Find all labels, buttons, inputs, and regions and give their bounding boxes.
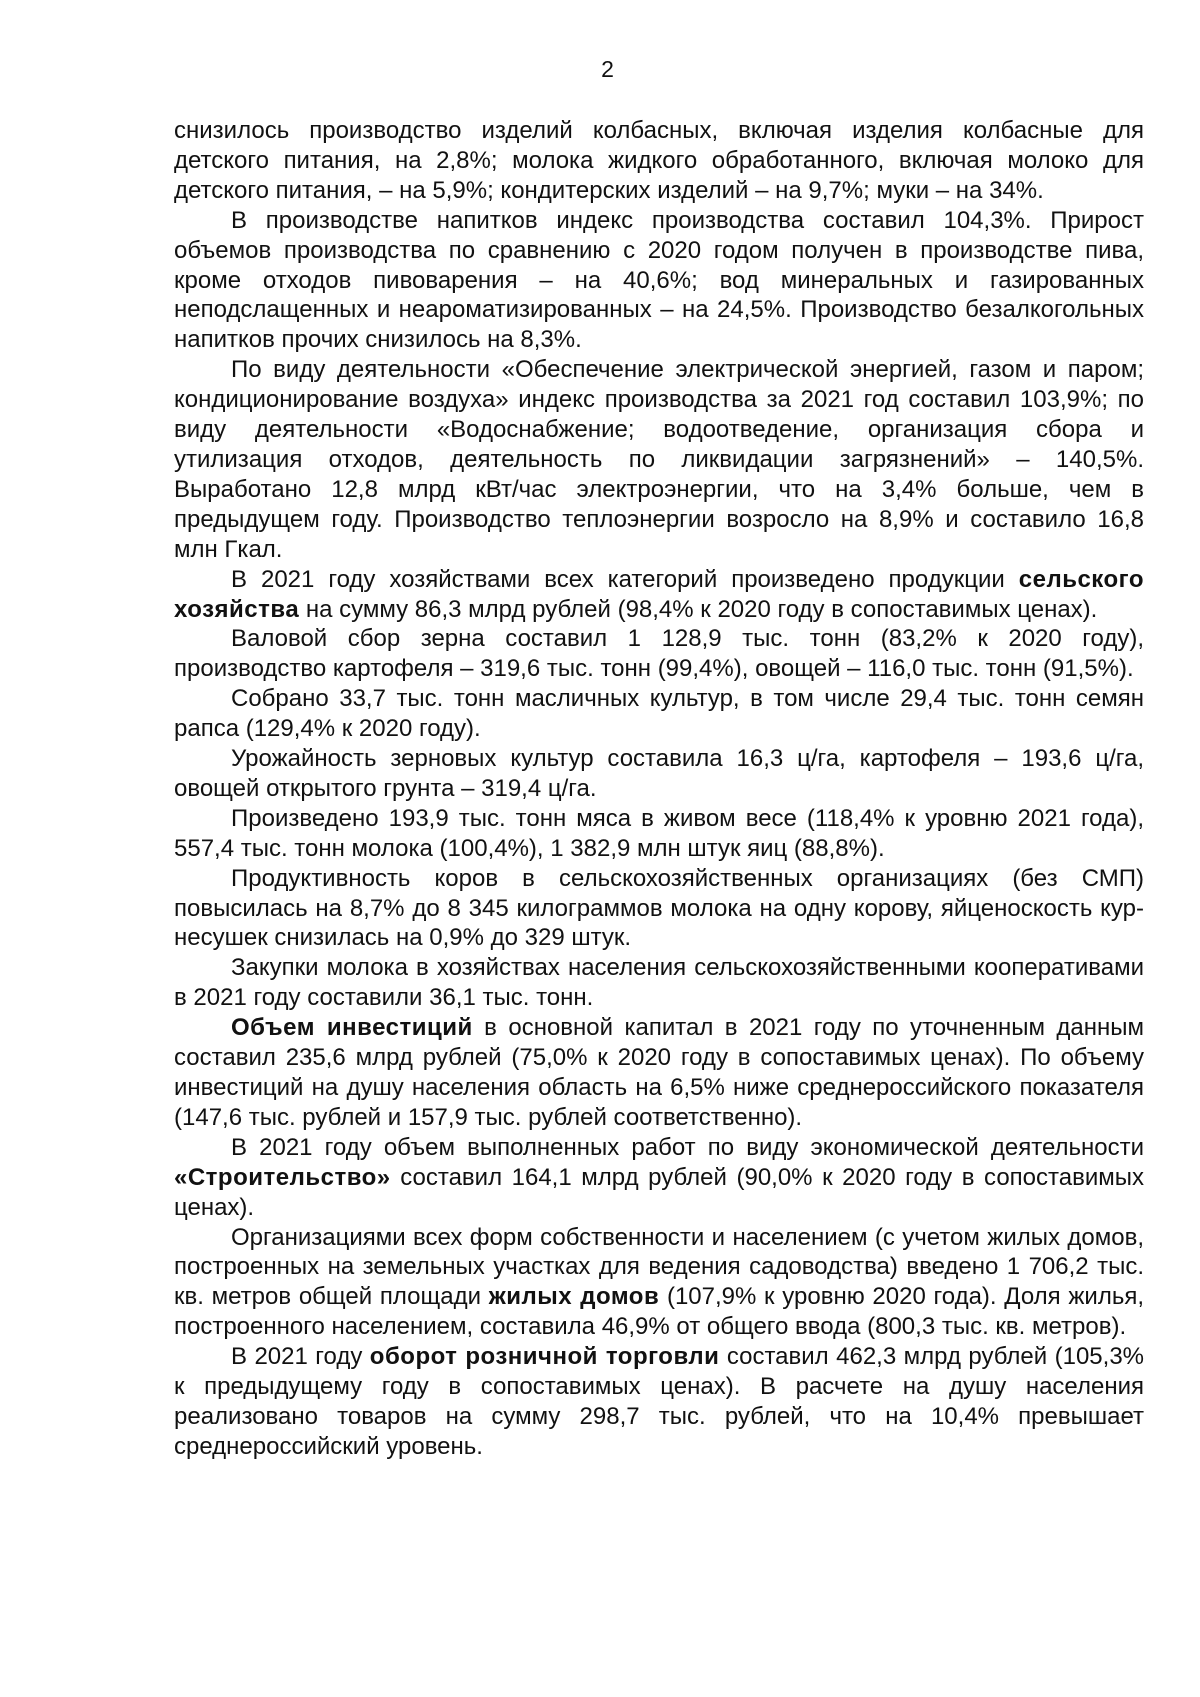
paragraph: [174, 864, 1144, 954]
paragraph: [174, 1342, 1144, 1462]
text-segment: Валовой сбор зерна составил 1 128,9 тыс. тонн (83,2% к 2020 году), производство картофеля – 319,6 тыс. тонн (99,4%), овощей – 116,0 тыс. тонн (91,5%).: [174, 625, 1144, 683]
text-segment: Продуктивность коров в сельскохозяйственных организациях (без СМП) повысилась на 8,7% до 8 345 килограммов молока на одну корову, яйценоскость кур-несушек снизилась на 0,9% до 329 штук.: [174, 864, 1144, 952]
paragraph: [174, 1223, 1144, 1343]
paragraph: [174, 116, 1144, 206]
text-segment: на сумму 86,3 млрд рублей (98,4% к 2020 году в сопоставимых ценах).: [299, 595, 1098, 623]
text-segment: В 2021 году объем выполненных работ по виду экономической деятельности: [231, 1133, 1144, 1161]
text-segment: в основной капитал в 2021 году по уточненным данным составил 235,6 млрд рублей (75,0% к 2020 году в сопоставимых ценах). По объему инвестиций на душу населения область на 6,5% ниже среднероссийского показателя (147,6 тыс. рублей и 157,9 тыс. рублей соответственно).: [174, 1014, 1144, 1131]
document-body: [174, 116, 1144, 1462]
paragraph: [174, 1013, 1144, 1133]
paragraph: [174, 355, 1144, 564]
text-segment: составил 462,3 млрд рублей (105,3% к предыдущему году в сопоставимых ценах). В расчете на душу населения реализовано товаров на сумму 298,7 тыс. рублей, что на 10,4% превышает среднероссийский уровень.: [174, 1343, 1145, 1460]
bold-text-segment: сельского хозяйства: [174, 565, 1144, 623]
text-segment: Организациями всех форм собственности и населением (с учетом жилых домов, построенных на земельных участках для ведения садоводства) введено 1 706,2 тыс. кв. метров общей площади: [174, 1223, 1144, 1311]
bold-text-segment: оборот розничной торговли: [369, 1343, 720, 1371]
paragraph: [174, 624, 1144, 684]
text-segment: В 2021 году: [231, 1343, 370, 1371]
paragraph: [174, 684, 1144, 744]
paragraph: [174, 953, 1144, 1013]
text-segment: Урожайность зерновых культур составила 16,3 ц/га, картофеля – 193,6 ц/га, овощей открытого грунта – 319,4 ц/га.: [174, 745, 1144, 802]
text-segment: снизилось производство изделий колбасных, включая изделия колбасные для детского питания, на 2,8%; молока жидкого обработанного, включая молоко для детского питания, – на 5,9%; кондитерских изделий – на 9,7%; муки – на 34%.: [174, 117, 1144, 204]
text-segment: По виду деятельности «Обеспечение электрической энергией, газом и паром; кондиционирование воздуха» индекс производства за 2021 год составил 103,9%; по виду деятельности «Водоснабжение; водоотведение, организация сбора и утилизация отходов, деятельность по ликвидации загрязнений» – 140,5%. Выработано 12,8 млрд кВт/час электроэнергии, что на 3,4% больше, чем в предыдущем году. Производство теплоэнергии возросло на 8,9% и составило 16,8 млн Гкал.: [174, 356, 1144, 563]
bold-text-segment: Объем инвестиций: [231, 1014, 473, 1042]
page-number: 2: [601, 56, 614, 82]
paragraph: [174, 804, 1144, 864]
bold-text-segment: «Строительство»: [174, 1163, 391, 1191]
paragraph: [174, 1133, 1144, 1223]
text-segment: Собрано 33,7 тыс. тонн масличных культур, в том числе 29,4 тыс. тонн семян рапса (129,4% к 2020 году).: [174, 685, 1144, 743]
paragraph: [174, 206, 1144, 356]
text-segment: (107,9% к уровню 2020 года). Доля жилья, построенного населением, составила 46,9% от общего ввода (800,3 тыс. кв. метров).: [174, 1283, 1144, 1341]
text-segment: Закупки молока в хозяйствах населения сельскохозяйственными кооперативами в 2021 году составили 36,1 тыс. тонн.: [174, 954, 1144, 1012]
paragraph: [174, 565, 1144, 625]
text-segment: составил 164,1 млрд рублей (90,0% к 2020 году в сопоставимых ценах).: [174, 1163, 1144, 1221]
bold-text-segment: жилых домов: [488, 1283, 660, 1311]
paragraph: [174, 744, 1144, 804]
text-segment: Произведено 193,9 тыс. тонн мяса в живом весе (118,4% к уровню 2021 года), 557,4 тыс. тонн молока (100,4%), 1 382,9 млн штук яиц (88,8%).: [174, 804, 1144, 862]
text-segment: В производстве напитков индекс производства составил 104,3%. Прирост объемов производства по сравнению с 2020 годом получен в производстве пива, кроме отходов пивоварения – на 40,6%; вод минеральных и газированных неподслащенных и неароматизированных – на 24,5%. Производство безалкогольных напитков прочих снизилось на 8,3%.: [174, 206, 1144, 354]
text-segment: В 2021 году хозяйствами всех категорий произведено продукции: [231, 565, 1019, 593]
